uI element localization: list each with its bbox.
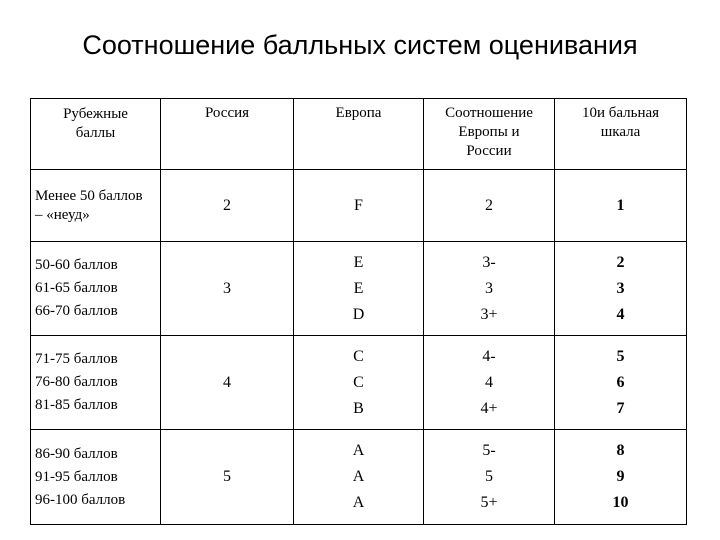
ratio-cell <box>424 170 555 242</box>
europe-grade: A <box>352 468 365 485</box>
europe-grade: C <box>353 347 364 365</box>
page-title: Соотношение балльных систем оценивания <box>82 30 638 60</box>
range-line: 91-95 баллов <box>35 468 118 485</box>
europe-grade: E <box>353 279 364 297</box>
ten-point-grade: 9 <box>616 468 625 485</box>
ten-point-grade: 5 <box>616 347 625 365</box>
europe-grade: E <box>353 253 364 271</box>
ratio-grade: 4 <box>485 373 493 391</box>
ratio-grade: 5 <box>485 468 493 485</box>
header-text: 10и бальная <box>581 105 660 121</box>
ten-point-grade: 7 <box>616 399 625 417</box>
europe-grade: D <box>352 305 365 323</box>
table-row <box>31 430 687 525</box>
ratio-grade: 5- <box>482 442 496 459</box>
europe-cell <box>294 336 424 430</box>
ratio-grade: 5+ <box>480 494 498 511</box>
europe-cell <box>294 242 424 336</box>
europe-cell <box>294 430 424 525</box>
header-text: России <box>466 143 512 159</box>
ratio-cell <box>424 336 555 430</box>
europe-cell <box>294 170 424 242</box>
range-cell <box>31 170 161 242</box>
ratio-grade: 4- <box>482 347 496 365</box>
range-cell <box>31 430 161 525</box>
ratio-grade: 3- <box>482 253 496 271</box>
ten-point-grade: 10 <box>612 494 629 511</box>
header-text: Россия <box>204 105 250 121</box>
range-line: 71-75 баллов <box>35 351 118 367</box>
range-cell <box>31 336 161 430</box>
ten-point-cell <box>555 170 687 242</box>
range-line: – «неуд» <box>35 206 90 223</box>
ten-point-cell <box>555 430 687 525</box>
range-line: 50-60 баллов <box>35 257 118 273</box>
europe-grade: A <box>352 494 365 511</box>
ratio-grade: 3+ <box>480 305 498 323</box>
header-ranges <box>31 99 161 170</box>
ten-point-grade: 4 <box>616 305 625 323</box>
header-ten-point <box>555 99 687 170</box>
header-ratio <box>424 99 555 170</box>
russia-cell: 4 <box>161 336 294 430</box>
header-text: шкала <box>600 124 641 140</box>
ten-point-grade: 2 <box>616 253 625 271</box>
europe-grade: A <box>352 442 365 459</box>
range-cell <box>31 242 161 336</box>
ten-point-cell <box>555 242 687 336</box>
range-line: 76-80 баллов <box>35 374 118 390</box>
range-line: 66-70 баллов <box>35 303 118 319</box>
ten-point-grade: 1 <box>616 196 625 214</box>
ratio-cell <box>424 430 555 525</box>
header-text: Европа <box>335 105 382 121</box>
header-text: Рубежные <box>63 106 128 122</box>
russia-cell: 3 <box>161 242 294 336</box>
ratio-grade: 3 <box>485 279 493 297</box>
range-line: 61-65 баллов <box>35 280 118 296</box>
ten-point-cell <box>555 336 687 430</box>
header-europe <box>294 99 424 170</box>
range-line: 96-100 баллов <box>35 491 126 508</box>
europe-grade: B <box>353 399 364 417</box>
europe-grade: C <box>353 373 364 391</box>
ratio-grade: 4+ <box>480 399 498 417</box>
russia-cell: 2 <box>161 170 294 242</box>
range-line: 86-90 баллов <box>35 445 118 462</box>
table-row <box>31 242 687 336</box>
range-line: 81-85 баллов <box>35 397 118 413</box>
ten-point-grade: 8 <box>616 442 625 459</box>
header-text: Соотношение <box>445 105 533 121</box>
ten-point-grade: 6 <box>616 373 625 391</box>
europe-grade: F <box>354 196 363 214</box>
grading-table <box>30 98 687 525</box>
ratio-grade: 2 <box>485 196 493 214</box>
header-russia <box>161 99 294 170</box>
header-row <box>31 99 687 170</box>
table-row <box>31 170 687 242</box>
header-text: баллы <box>75 125 116 141</box>
header-text: Европы и <box>458 124 520 140</box>
ratio-cell <box>424 242 555 336</box>
ten-point-grade: 3 <box>616 279 625 297</box>
russia-cell: 5 <box>161 430 294 525</box>
table-row <box>31 336 687 430</box>
range-line: Менее 50 баллов <box>35 187 143 204</box>
